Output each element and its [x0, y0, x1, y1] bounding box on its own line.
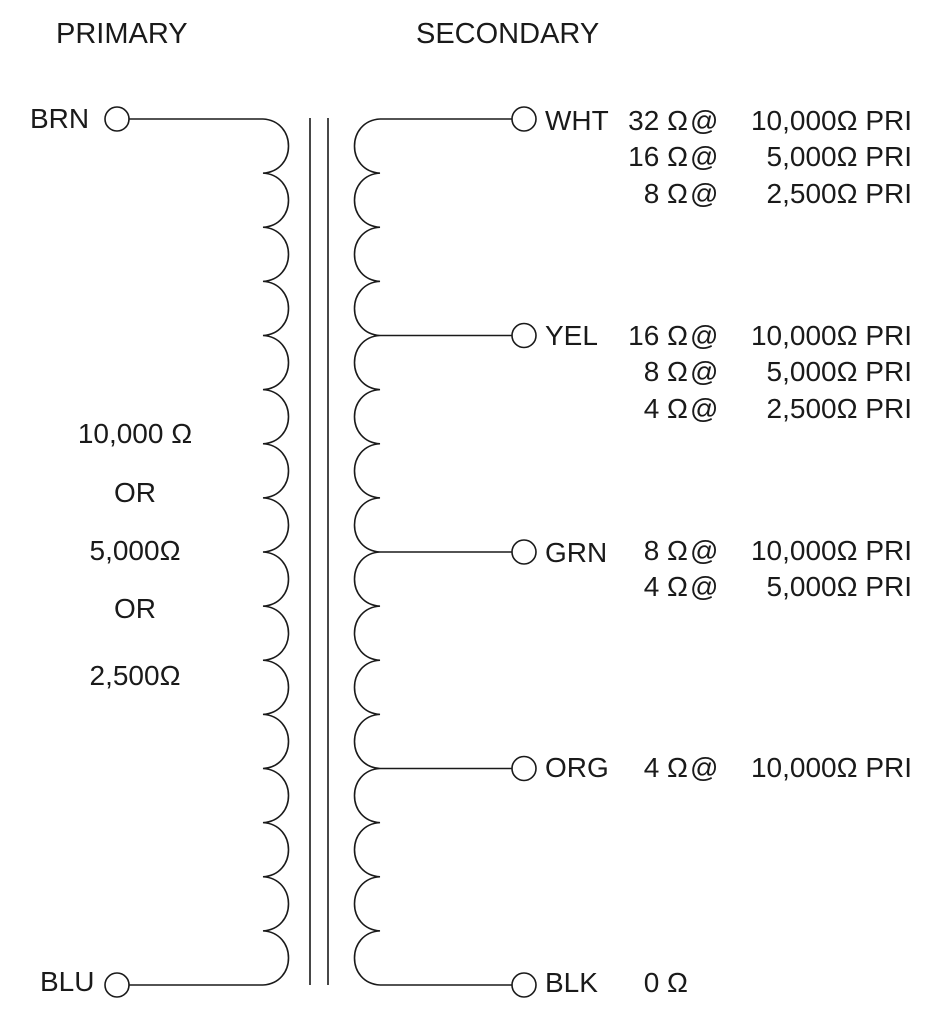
grn-row2-at: @ — [690, 571, 719, 602]
wht-row3-sec: 8 Ω — [643, 178, 688, 209]
secondary-wire-yel-label: YEL — [545, 320, 598, 351]
secondary-winding — [355, 119, 381, 985]
wht-row3-pri: 2,500Ω PRI — [766, 178, 912, 209]
terminal-yel — [512, 324, 536, 348]
terminal-blk — [512, 973, 536, 997]
wht-row2-sec: 16 Ω — [628, 141, 688, 172]
grn-row1-pri: 10,000Ω PRI — [750, 535, 912, 566]
yel-row3-at: @ — [690, 393, 719, 424]
org-row1-at: @ — [690, 752, 719, 783]
terminal-brn — [105, 107, 129, 131]
primary-wire-blu-label: BLU — [40, 966, 95, 997]
primary-impedance-10000: 10,000 Ω — [77, 418, 193, 449]
primary-impedance-or-2: OR — [114, 593, 156, 624]
primary-impedance-5000: 5,000Ω — [89, 535, 181, 566]
yel-row1-pri: 10,000Ω PRI — [750, 320, 912, 351]
grn-row2-sec: 4 Ω — [643, 571, 688, 602]
wht-row2-at: @ — [690, 141, 719, 172]
primary-header: PRIMARY — [56, 18, 188, 50]
terminal-wht — [512, 107, 536, 131]
secondary-wire-wht-label: WHT — [545, 105, 609, 136]
yel-row3-pri: 2,500Ω PRI — [766, 393, 912, 424]
primary-winding — [263, 119, 289, 985]
org-row1-sec: 4 Ω — [643, 752, 688, 783]
wht-row1-at: @ — [690, 105, 719, 136]
primary-impedance-2500: 2,500Ω — [89, 660, 181, 691]
yel-row1-sec: 16 Ω — [628, 320, 688, 351]
yel-row3-sec: 4 Ω — [643, 393, 688, 424]
secondary-wire-grn-label: GRN — [545, 537, 608, 568]
primary-impedance-or-1: OR — [114, 477, 156, 508]
yel-row2-sec: 8 Ω — [643, 356, 688, 387]
secondary-header: SECONDARY — [416, 18, 600, 50]
org-row1-pri: 10,000Ω PRI — [750, 752, 912, 783]
yel-row2-pri: 5,000Ω PRI — [766, 356, 912, 387]
wht-row3-at: @ — [690, 178, 719, 209]
grn-row1-sec: 8 Ω — [643, 535, 688, 566]
terminal-org — [512, 757, 536, 781]
wht-row1-pri: 10,000Ω PRI — [750, 105, 912, 136]
blk-row1-sec: 0 Ω — [643, 967, 688, 998]
primary-wire-brn-label: BRN — [30, 103, 90, 134]
yel-row2-at: @ — [690, 356, 719, 387]
terminal-grn — [512, 540, 536, 564]
secondary-wire-org-label: ORG — [545, 752, 609, 783]
grn-row2-pri: 5,000Ω PRI — [766, 571, 912, 602]
yel-row1-at: @ — [690, 320, 719, 351]
secondary-wire-blk-label: BLK — [545, 967, 598, 998]
terminal-blu — [105, 973, 129, 997]
wht-row2-pri: 5,000Ω PRI — [766, 141, 912, 172]
wht-row1-sec: 32 Ω — [628, 105, 688, 136]
grn-row1-at: @ — [690, 535, 719, 566]
